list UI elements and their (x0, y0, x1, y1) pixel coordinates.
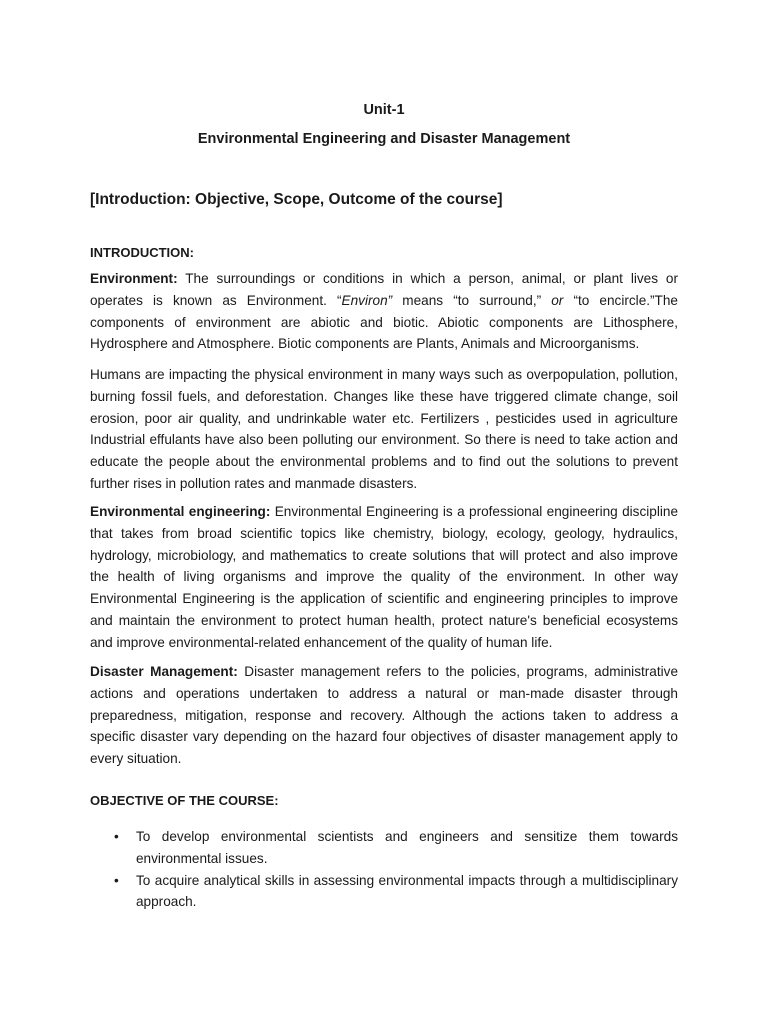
disaster-management-text: Disaster management refers to the policies, programs, administrative actions and operations undertaken to address a natural or man-made disaster through preparedness, mitigation, response and recovery. Although the actions taken to address a specific disaster vary depending on the hazard four objectives of disaster management apply to every situation. (90, 664, 679, 767)
list-item (90, 826, 678, 870)
environ-word: Environ” (341, 292, 393, 308)
environment-text-3: “to encircle.”The components of environment are abiotic and biotic. Abiotic components are Lithosphere, Hydrosphere and Atmosphere. Biotic components are Plants, Animals and Microorganisms. (90, 292, 678, 352)
or-word: or (551, 292, 564, 308)
env-engineering-text: Environmental Engineering is a professional engineering discipline that takes from broad scientific topics like chemistry, biology, ecology, geology, hydraulics, hydrology, microbiology, and mathematics to create solutions that will protect and also improve the health of living organisms and improve the quality of the environment. In other way Environmental Engineering is the application of scientific and engineering principles to improve and maintain the environment to protect human health, protect nature's beneficial ecosystems and improve environmental-related enhancement of the quality of human life. (90, 504, 678, 650)
unit-label: Unit-1 (363, 102, 405, 118)
disaster-management-term: Disaster Management: (90, 664, 238, 679)
document-title: Environmental Engineering and Disaster Management (197, 131, 571, 147)
bullet-icon: • (114, 872, 119, 888)
introduction-heading: INTRODUCTION: (90, 245, 194, 260)
section-intro-heading: [Introduction: Objective, Scope, Outcome of the course] (90, 191, 503, 208)
environment-term: Environment: (90, 271, 178, 286)
humans-paragraph: Humans are impacting the physical environment in many ways such as overpopulation, pollution, burning fossil fuels, and deforestation. Changes like these have triggered climate change, soil erosion, poor air quality, and undrinkable water etc. Fertilizers , pesticides used in agriculture Industrial effulants have also been polluting our environment. So there is need to take action and educate the people about the environmental problems and to find out the solutions to prevent further rises in pollution rates and manmade disasters. (90, 367, 678, 491)
objective-text: To develop environmental scientists and engineers and sensitize them towards environmental issues. (136, 829, 678, 866)
objective-text: To acquire analytical skills in assessing environmental impacts through a multidisciplinary approach. (136, 872, 678, 910)
disaster-management-paragraph (90, 661, 678, 770)
env-engineering-paragraph (90, 501, 678, 654)
env-engineering-term: Environmental engineering: (90, 504, 271, 519)
environment-paragraph (90, 268, 678, 355)
bullet-icon: • (114, 829, 119, 844)
objectives-list (90, 826, 678, 913)
environment-text-2: means “to surround,” (392, 292, 552, 308)
list-item (90, 870, 678, 914)
objective-heading: OBJECTIVE OF THE COURSE: (90, 793, 279, 808)
environment-text-1: The surroundings or conditions in which a person, animal, or plant lives or operates is known as Environment. “ (90, 271, 678, 308)
